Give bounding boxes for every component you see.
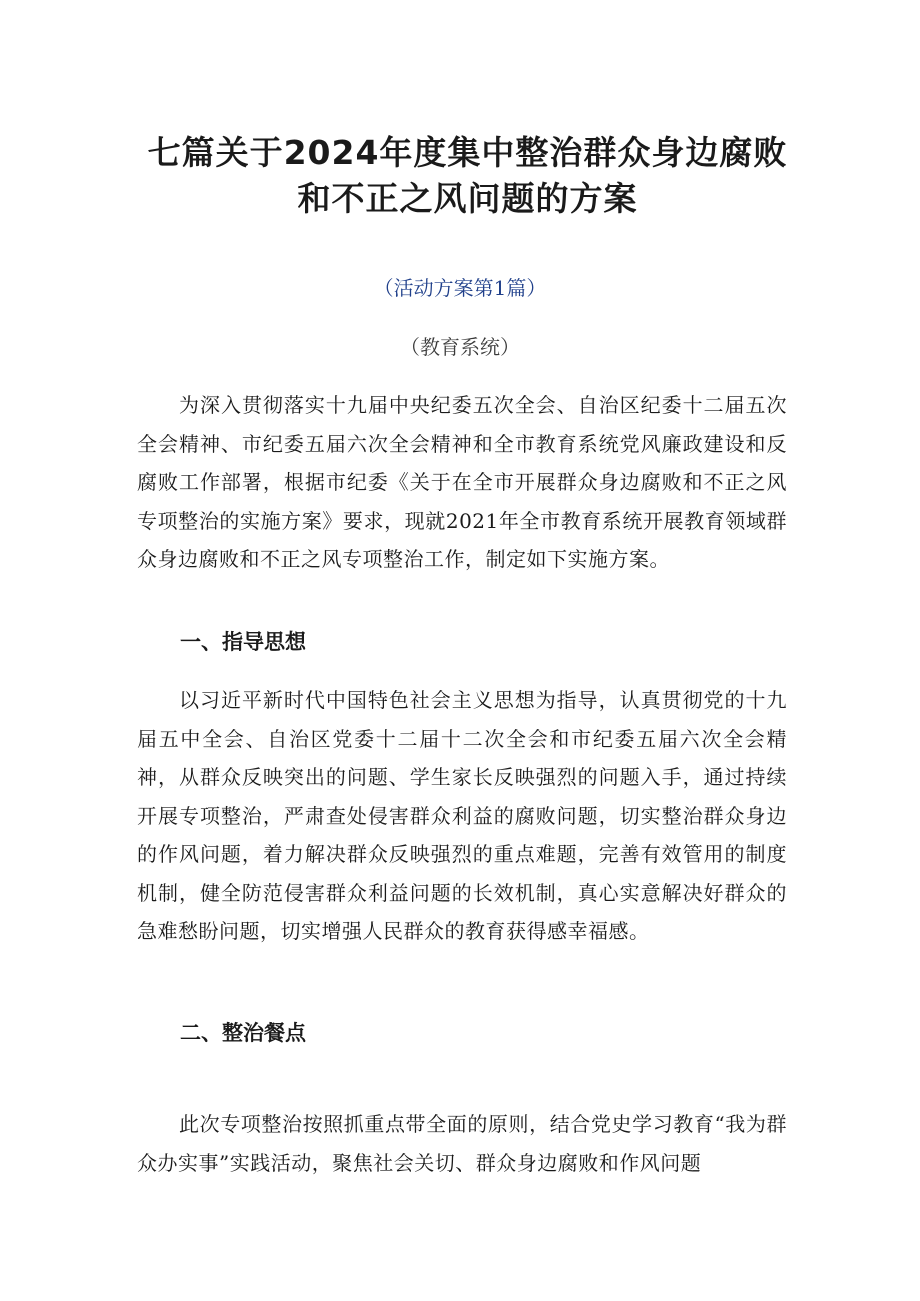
document-title [100,130,835,222]
plan-number-subtitle: （活动方案第1篇） [373,276,547,300]
title-line-2: 和不正之风问题的方案 [297,179,638,219]
section-body-rectification-points: 此次专项整治按照抓重点带全面的原则，结合党史学习教育“我为群众办实事”实践活动，聚焦社会关切、群众身边腐败和作风问题 [137,1112,787,1175]
section-heading-rectification-points: 二、整治餐点 [180,1021,306,1045]
section-body-guiding-ideology: 以习近平新时代中国特色社会主义思想为指导，认真贯彻党的十九届五中全会、自治区党委十二届十二次全会和市纪委五届六次全会精神，从群众反映突出的问题、学生家长反映强烈的问题入手，通过持续开展专项整治，严肃查处侵害群众利益的腐败问题，切实整治群众身边的作风问题，着力解决群众反映强烈的重点难题，完善有效管用的制度机制，健全防范侵害群众利益问题的长效机制，真心实意解决好群众的急难愁盼问题，切实增强人民群众的教育获得感幸福感。 [137,688,787,943]
intro-paragraph: 为深入贯彻落实十九届中央纪委五次全会、自治区纪委十二届五次全会精神、市纪委五届六次全会精神和全市教育系统党风廉政建设和反腐败工作部署，根据市纪委《关于在全市开展群众身边腐败和不正之风专项整治的实施方案》要求，现就2021年全市教育系统开展教育领域群众身边腐败和不正之风专项整治工作，制定如下实施方案。 [137,393,787,571]
title-line-1: 七篇关于2024年度集中整治群众身边腐败 [147,133,788,173]
department-subtitle: （教育系统） [400,335,520,359]
section-heading-guiding-ideology: 一、指导思想 [180,630,306,654]
